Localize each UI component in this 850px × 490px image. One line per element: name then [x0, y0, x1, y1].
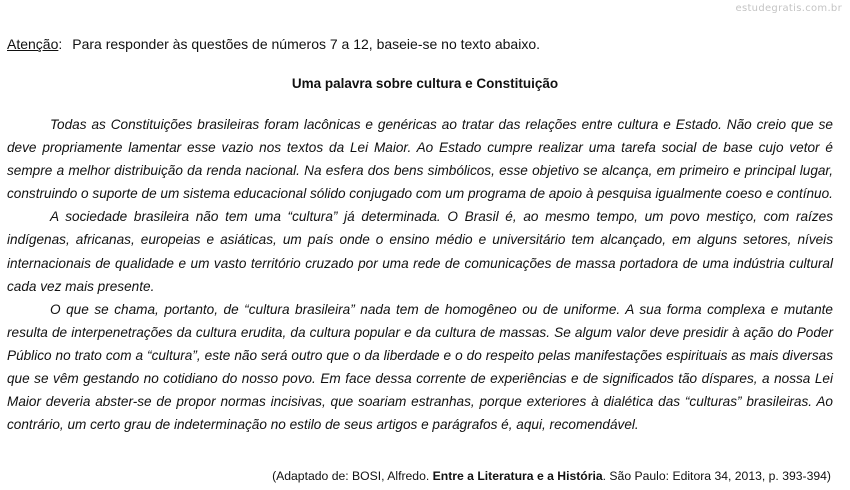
attention-label: Atenção: [7, 36, 59, 52]
text-body: [7, 113, 833, 436]
paragraph-1: Todas as Constituições brasileiras foram lacônicas e genéricas ao tratar das relações entre cultura e Estado. Não creio que se deve propriamente lamentar esse vazio nos textos da Lei Maior. Ao Estado cumpre realizar uma tarefa social de base cujo vetor é sempre a melhor distribuição da renda nacional. Na esfera dos bens simbólicos, esse objetivo se alcança, em primeiro e principal lugar, construindo o suporte de um sistema educacional sólido conjugado com um programa de apoio à pesquisa igualmente coeso e contínuo.: [7, 117, 833, 202]
paragraph-3: O que se chama, portanto, de “cultura brasileira” nada tem de homogêneo ou de uniforme. A sua forma complexa e mutante resulta de interpenetrações da cultura erudita, da cultura popular e da cultura de massas. Se algum valor deve presidir à ação do Poder Público no trato com a “cultura”, este não será outro que o da liberdade e o do respeito pelas manifestações espirituais as mais diversas que se vêm gestando no cotidiano do nosso povo. Em face dessa corrente de experiências e de significados tão díspares, a nossa Lei Maior deveria abster-se de propor normas incisivas, que soariam estranhas, porque exteriores à dialética das “culturas” brasileiras. Ao contrário, um certo grau de indeterminação no estilo de seus artigos e parágrafos é, aqui, recomendável.: [7, 301, 833, 433]
paragraph-2: A sociedade brasileira não tem uma “cultura” já determinada. O Brasil é, ao mesmo tempo, um povo mestiço, com raízes indígenas, africanas, europeias e asiáticas, um país onde o ensino médio e universitário tem alcançado, em alguns setores, níveis internacionais de qualidade e um vasto território cruzado por uma rede de comunicações de massa portadora de uma indústria cultural cada vez mais presente.: [7, 209, 833, 294]
attention-text: Para responder às questões de números 7 a 12, baseie-se no texto abaixo.: [72, 36, 541, 52]
text-title: Uma palavra sobre cultura e Constituição: [291, 76, 559, 91]
citation-book-title: Entre a Literatura e a História: [432, 469, 603, 483]
citation-suffix: . São Paulo: Editora 34, 2013, p. 393-394): [602, 469, 831, 483]
citation-prefix: (Adaptado de: BOSI, Alfredo.: [272, 469, 433, 483]
source-citation: [272, 469, 831, 483]
attention-colon: :: [58, 36, 63, 52]
attention-instruction: [7, 36, 540, 52]
site-watermark: estudegratis.com.br: [735, 3, 842, 14]
